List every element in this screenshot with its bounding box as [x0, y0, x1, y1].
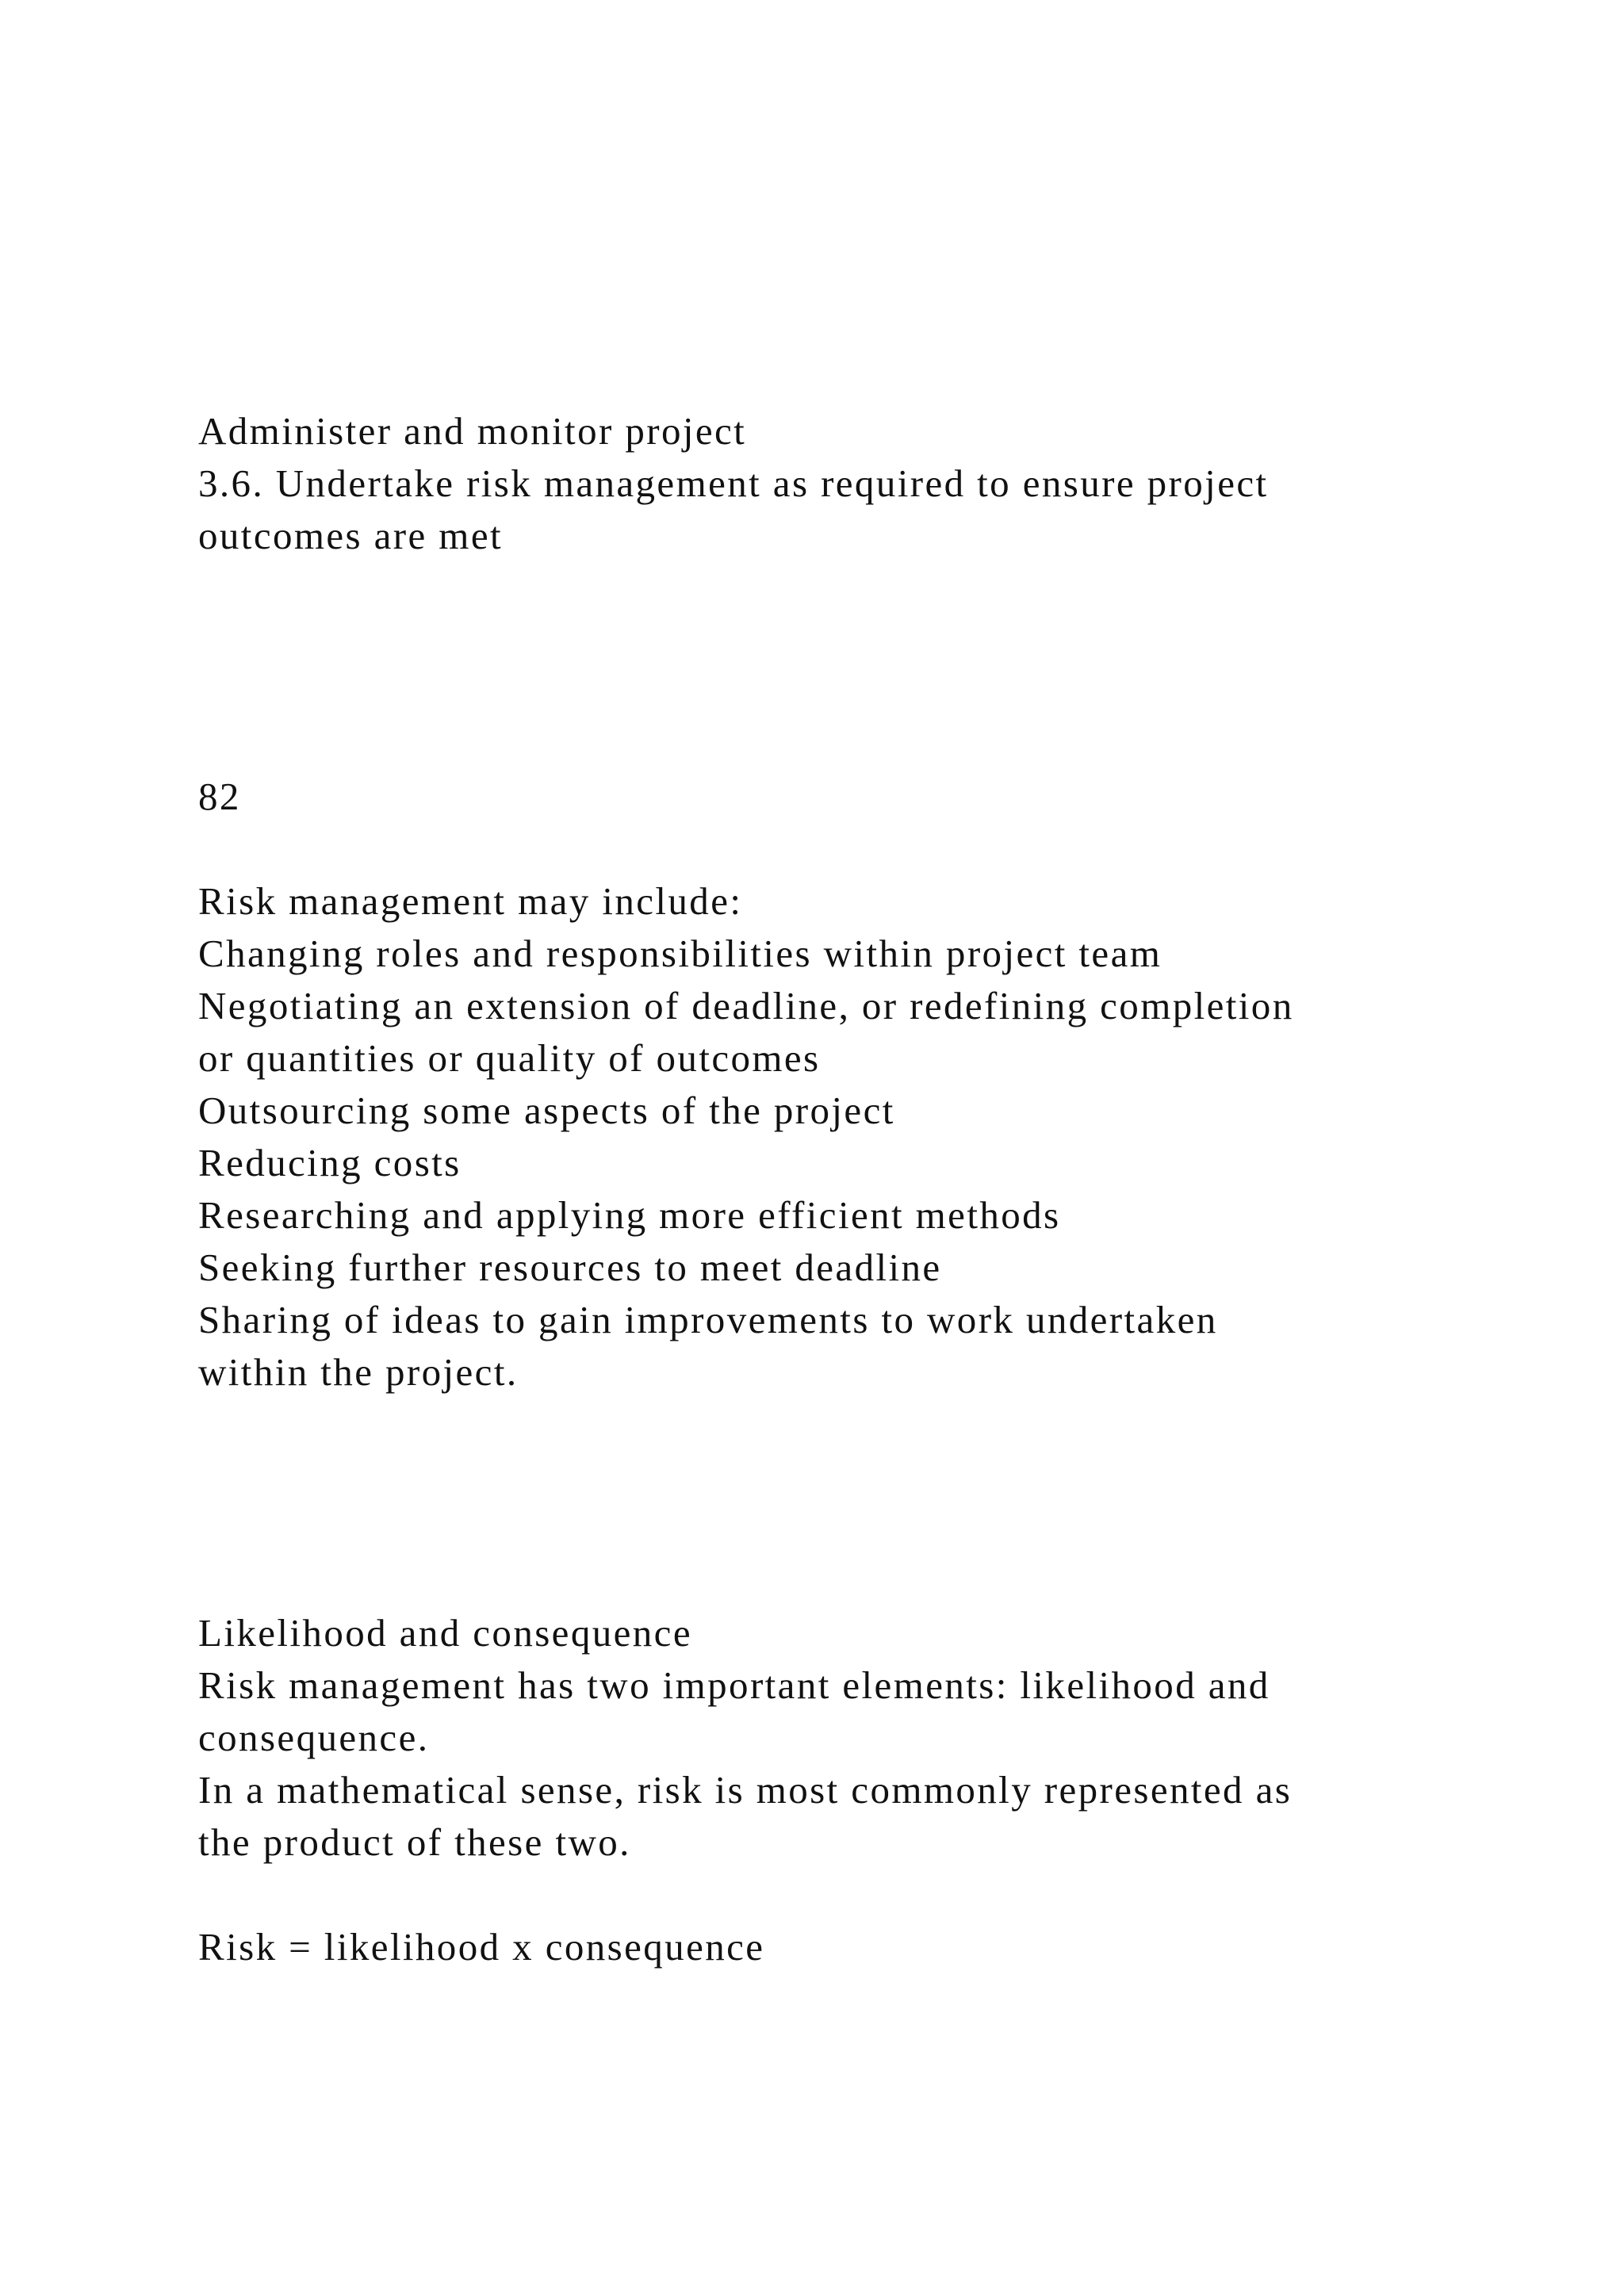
section-heading-likelihood: Likelihood and consequence [198, 1611, 692, 1655]
paragraph-line: In a mathematical sense, risk is most commonly represented as [198, 1768, 1293, 1812]
page-number: 82 [198, 775, 241, 818]
risk-formula: Risk = likelihood x consequence [198, 1925, 765, 1969]
list-item: within the project. [198, 1350, 519, 1394]
paragraph-line: consequence. [198, 1716, 430, 1759]
paragraph-line: Risk management has two important elements: likelihood and [198, 1663, 1270, 1707]
section-heading: Administer and monitor project [198, 409, 747, 453]
list-item: or quantities or quality of outcomes [198, 1036, 821, 1080]
list-item: Outsourcing some aspects of the project [198, 1089, 895, 1132]
list-item: Changing roles and responsibilities within project team [198, 932, 1162, 975]
list-item: Sharing of ideas to gain improvements to work undertaken [198, 1298, 1218, 1341]
section-subheading-line-1: 3.6. Undertake risk management as required to ensure project [198, 461, 1269, 505]
list-item: Seeking further resources to meet deadline [198, 1246, 942, 1289]
list-intro: Risk management may include: [198, 879, 743, 923]
list-item: Researching and applying more efficient methods [198, 1193, 1061, 1237]
list-item: Reducing costs [198, 1141, 462, 1184]
paragraph-line: the product of these two. [198, 1820, 631, 1864]
list-item: Negotiating an extension of deadline, or redefining completion [198, 984, 1294, 1027]
section-subheading-line-2: outcomes are met [198, 514, 503, 557]
